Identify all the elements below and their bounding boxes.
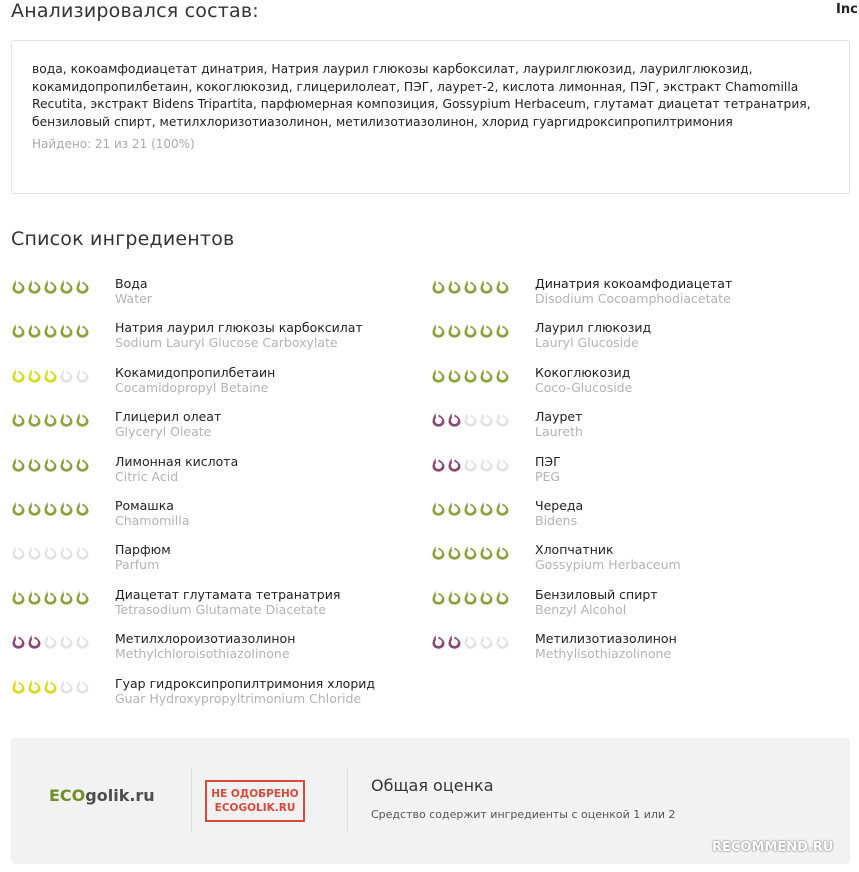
ingredient-item[interactable] [11, 587, 421, 621]
drop-icon [447, 457, 462, 472]
ingredient-name-en: Coco-Glucoside [535, 379, 633, 395]
composition-text: вода, кокоамфодиацетат динатрия, Натрия лаурил глюкозы карбоксилат, лаурилглюкозид, лаурилглюкозид, кокамидопропилбетаин, кокоглюкозид, глицерилолеат, ПЭГ, лаурет-2, кислота лимонная, ПЭГ, экстракт Chamomilla Recutita, экстракт Bidens Tripartita, парфюмерная композиция, Gossypium Herbaceum, глутамат диацетат тетранатрия, бензиловый спирт, метилхлоризотиазолинон, метилизотиазолинон, хлорид гуаргидроксипропилтримония [32, 62, 811, 129]
drop-icon [43, 590, 58, 605]
drop-icon [27, 501, 42, 516]
drop-icon [447, 279, 462, 294]
drop-icon [59, 590, 74, 605]
drop-icon [43, 679, 58, 694]
drop-icon [11, 545, 26, 560]
drop-icon [495, 590, 510, 605]
drop-icon [495, 368, 510, 383]
drop-icon [27, 590, 42, 605]
ingredient-name-ru: Лаурил глюкозид [535, 320, 652, 336]
drop-icon [431, 323, 446, 338]
ingredient-name-en: Methylisothiazolinone [535, 646, 672, 662]
ingredient-name-en: Glyceryl Oleate [115, 424, 212, 440]
rating-drops [431, 590, 511, 604]
rating-drops [431, 634, 511, 648]
drop-icon [495, 457, 510, 472]
ingredient-name-ru: Вода [115, 276, 148, 291]
drop-icon [11, 501, 26, 516]
divider [191, 768, 192, 832]
drop-icon [479, 368, 494, 383]
ingredient-name-ru: Кокоглюкозид [535, 364, 631, 380]
rating-drops [11, 412, 91, 426]
drop-icon [11, 368, 26, 383]
drop-icon [431, 634, 446, 649]
stamp-line2: ECOGOLIK.RU [214, 802, 296, 814]
ingredient-name-ru: Метилхлороизотиазолинон [115, 631, 296, 647]
ingredient-name-ru: Глицерил олеат [115, 409, 222, 425]
drop-icon [463, 590, 478, 605]
drop-icon [27, 412, 42, 427]
drop-icon [431, 590, 446, 605]
drop-icon [75, 279, 90, 294]
drop-icon [43, 457, 58, 472]
ingredient-name-en: Methylchloroisothiazolinone [115, 646, 290, 662]
drop-icon [447, 368, 462, 383]
drop-icon [43, 545, 58, 560]
ingredient-name-en: Disodium Cocoamphodiacetate [535, 291, 731, 306]
drop-icon [495, 323, 510, 338]
drop-icon [59, 412, 74, 427]
drop-icon [27, 368, 42, 383]
ingredient-name-ru: Череда [535, 498, 584, 513]
drop-icon [463, 412, 478, 427]
drop-icon [59, 501, 74, 516]
drop-icon [75, 634, 90, 649]
drop-icon [495, 545, 510, 560]
drop-icon [431, 457, 446, 472]
drop-icon [479, 279, 494, 294]
drop-icon [43, 412, 58, 427]
drop-icon [11, 634, 26, 649]
ingredient-item[interactable] [11, 676, 421, 710]
ingredient-item[interactable] [11, 542, 421, 576]
drop-icon [479, 323, 494, 338]
ingredient-item[interactable] [431, 276, 841, 310]
drop-icon [27, 545, 42, 560]
ingredient-name-en: Chamomilla [115, 513, 190, 528]
rating-drops [431, 323, 511, 337]
ingredient-item[interactable] [11, 409, 421, 443]
ingredient-name-ru: Лаурет [535, 409, 583, 425]
ingredient-name-ru: Хлопчатник [535, 542, 614, 558]
ingredient-name-ru: Натрия лаурил глюкозы карбоксилат [115, 320, 363, 336]
drop-icon [11, 590, 26, 605]
drop-icon [479, 501, 494, 516]
ingredient-item[interactable] [431, 454, 841, 488]
drop-icon [479, 457, 494, 472]
drop-icon [59, 368, 74, 383]
rating-drops [431, 545, 511, 559]
drop-icon [59, 457, 74, 472]
logo-rest: golik.ru [85, 786, 155, 805]
ecogolik-logo[interactable] [49, 786, 155, 805]
overall-rating-text: Средство содержит ингредиенты с оценкой 1 или 2 [371, 808, 676, 821]
drop-icon [463, 368, 478, 383]
drop-icon [463, 457, 478, 472]
drop-icon [11, 279, 26, 294]
ingredient-name-ru: Метилизотиазолинон [535, 631, 677, 647]
drop-icon [463, 279, 478, 294]
drop-icon [43, 634, 58, 649]
drop-icon [431, 368, 446, 383]
drop-icon [43, 501, 58, 516]
inc-label: Inc [836, 2, 858, 17]
drop-icon [447, 590, 462, 605]
ingredient-item[interactable] [431, 320, 841, 354]
drop-icon [463, 323, 478, 338]
rating-drops [11, 679, 91, 693]
composition-box [11, 40, 850, 194]
ingredient-name-ru: Диацетат глутамата тетранатрия [115, 586, 341, 602]
drop-icon [431, 279, 446, 294]
drop-icon [27, 679, 42, 694]
drop-icon [59, 679, 74, 694]
drop-icon [447, 323, 462, 338]
ingredient-item[interactable] [11, 498, 421, 532]
drop-icon [11, 412, 26, 427]
composition-heading: Анализировался состав: [11, 0, 259, 22]
drop-icon [495, 634, 510, 649]
not-approved-stamp [205, 780, 305, 822]
drop-icon [479, 590, 494, 605]
ingredient-item[interactable] [11, 276, 421, 310]
ingredient-item[interactable] [11, 454, 421, 488]
drop-icon [495, 412, 510, 427]
ingredient-name-ru: Гуар гидроксипропилтримония хлорид [115, 675, 376, 691]
ingredient-item[interactable] [431, 542, 841, 576]
rating-drops [431, 279, 511, 293]
drop-icon [11, 457, 26, 472]
drop-icon [463, 545, 478, 560]
rating-drops [431, 368, 511, 382]
drop-icon [479, 634, 494, 649]
rating-drops [431, 457, 511, 471]
ingredient-name-en: Parfum [115, 557, 160, 573]
drop-icon [75, 368, 90, 383]
ingredient-name-ru: Динатрия кокоамфодиацетат [535, 276, 733, 291]
ingredient-name-ru: Лимонная кислота [115, 453, 239, 469]
drop-icon [447, 412, 462, 427]
drop-icon [75, 679, 90, 694]
drop-icon [495, 501, 510, 516]
drop-icon [75, 545, 90, 560]
ingredient-item[interactable] [431, 498, 841, 532]
drop-icon [59, 634, 74, 649]
drop-icon [495, 279, 510, 294]
drop-icon [479, 412, 494, 427]
drop-icon [447, 501, 462, 516]
ingredients-heading: Список ингредиентов [11, 228, 235, 250]
recommend-watermark: RECOMMEND.RU [712, 840, 834, 855]
overall-rating-title: Общая оценка [371, 776, 494, 795]
ingredient-name-en: Cocamidopropyl Betaine [115, 379, 269, 395]
drop-icon [75, 323, 90, 338]
rating-drops [11, 368, 91, 382]
drop-icon [59, 279, 74, 294]
ingredient-item[interactable] [431, 631, 841, 665]
rating-drops [11, 279, 91, 293]
rating-drops [431, 412, 511, 426]
drop-icon [75, 501, 90, 516]
drop-icon [75, 412, 90, 427]
drop-icon [479, 545, 494, 560]
ingredient-name-en: Bidens [535, 513, 578, 528]
ingredient-name-en: Benzyl Alcohol [535, 601, 627, 617]
drop-icon [75, 457, 90, 472]
drop-icon [59, 323, 74, 338]
ingredient-item[interactable] [431, 587, 841, 621]
rating-drops [11, 501, 91, 515]
rating-drops [11, 545, 91, 559]
ingredient-name-ru: Парфюм [115, 542, 171, 558]
ingredient-name-en: Gossypium Herbaceum [535, 557, 681, 573]
ingredient-name-en: Water [115, 291, 152, 306]
ingredient-item[interactable] [11, 365, 421, 399]
ingredient-name-en: Laureth [535, 424, 583, 440]
ingredient-name-ru: ПЭГ [535, 453, 561, 469]
drop-icon [43, 368, 58, 383]
drop-icon [463, 634, 478, 649]
drop-icon [11, 323, 26, 338]
rating-drops [11, 590, 91, 604]
ingredient-name-en: Lauryl Glucoside [535, 335, 639, 351]
drop-icon [43, 323, 58, 338]
ingredient-item[interactable] [431, 409, 841, 443]
ingredient-name-ru: Бензиловый спирт [535, 586, 658, 602]
ingredient-item[interactable] [11, 631, 421, 665]
drop-icon [431, 412, 446, 427]
ingredient-item[interactable] [431, 365, 841, 399]
drop-icon [11, 679, 26, 694]
drop-icon [27, 457, 42, 472]
ingredient-name-en: Guar Hydroxypropyltrimonium Chloride [115, 690, 362, 706]
ingredient-name-en: Citric Acid [115, 468, 179, 484]
drop-icon [447, 545, 462, 560]
drop-icon [27, 279, 42, 294]
found-count: Найдено: 21 из 21 (100%) [32, 137, 195, 151]
rating-drops [11, 634, 91, 648]
rating-drops [431, 501, 511, 515]
logo-eco: ECO [49, 786, 86, 805]
ingredient-name-en: PEG [535, 468, 561, 484]
drop-icon [75, 590, 90, 605]
ingredient-name-en: Sodium Lauryl Glucose Carboxylate [115, 335, 338, 351]
drop-icon [447, 634, 462, 649]
ingredient-name-ru: Ромашка [115, 498, 174, 513]
drop-icon [43, 279, 58, 294]
drop-icon [463, 501, 478, 516]
ingredient-name-ru: Кокамидопропилбетаин [115, 364, 276, 380]
ingredient-name-en: Tetrasodium Glutamate Diacetate [115, 601, 327, 617]
rating-drops [11, 457, 91, 471]
ingredient-item[interactable] [11, 320, 421, 354]
drop-icon [431, 501, 446, 516]
stamp-line1: НЕ ОДОБРЕНО [211, 788, 299, 800]
drop-icon [59, 545, 74, 560]
drop-icon [27, 634, 42, 649]
drop-icon [431, 545, 446, 560]
drop-icon [27, 323, 42, 338]
rating-drops [11, 323, 91, 337]
divider [347, 768, 348, 832]
